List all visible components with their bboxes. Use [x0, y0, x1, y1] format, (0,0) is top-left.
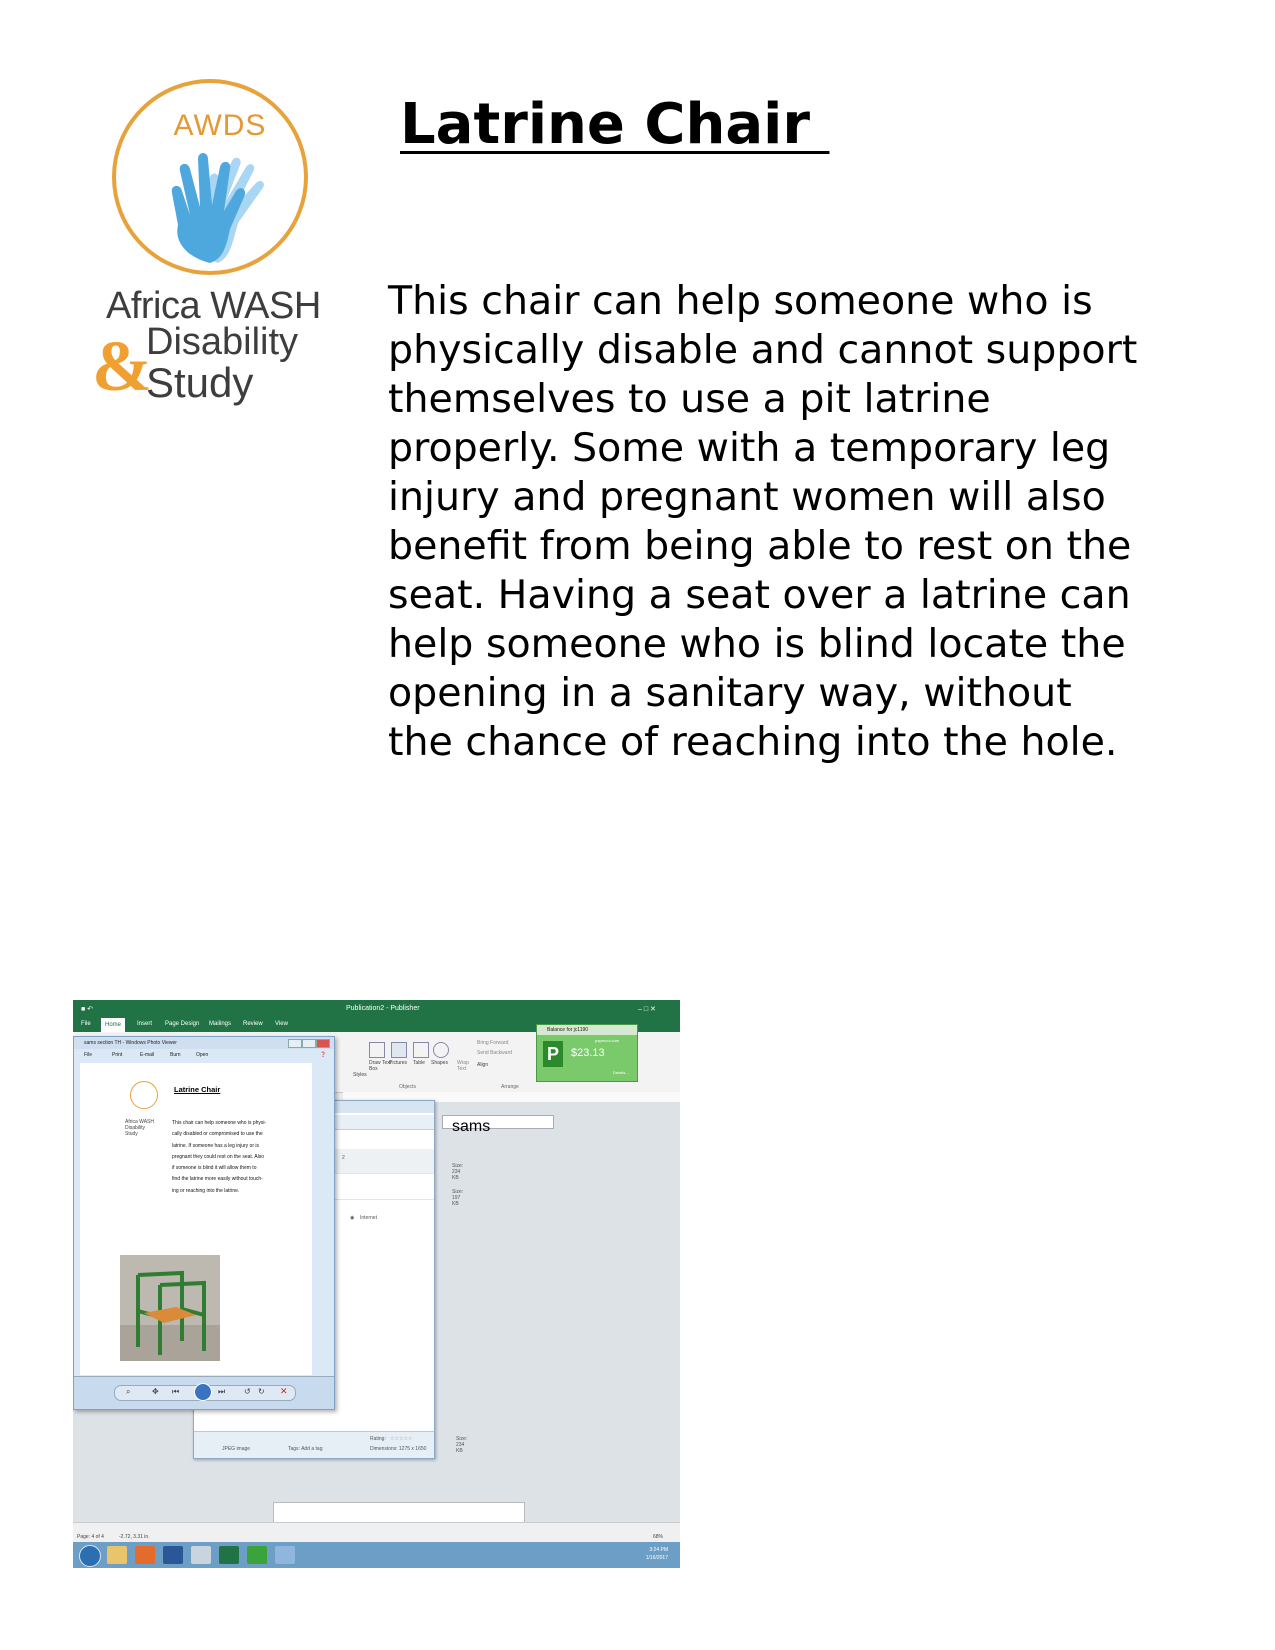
body-line: physically disable and cannot support [388, 327, 1138, 373]
papercut-taskbar-icon[interactable] [247, 1546, 267, 1564]
list-item-size: Size: 234 KB [452, 1163, 464, 1181]
viewer-menu-bar [74, 1050, 334, 1061]
start-button[interactable] [79, 1545, 101, 1567]
papercut-logo-icon: P [543, 1041, 563, 1067]
close-button[interactable] [316, 1039, 330, 1048]
tab-mailings[interactable]: Mailings [209, 1021, 232, 1027]
body-paragraph [388, 277, 1188, 767]
detail-size: Size: 234 KB [456, 1436, 468, 1454]
paint-taskbar-icon[interactable] [191, 1546, 211, 1564]
ribbon-group-objects: Objects [399, 1084, 416, 1090]
photo-viewer-taskbar-icon[interactable] [275, 1546, 295, 1564]
logo-abbreviation: AWDS [173, 109, 267, 142]
rotate-left-icon[interactable]: ↺ [244, 1387, 251, 1396]
detail-type: JPEG image [222, 1446, 251, 1452]
ribbon-styles[interactable]: Styles [353, 1072, 367, 1078]
logo-name-line1: Africa WASH [106, 285, 321, 327]
viewer-window-title: sams section TH - Windows Photo Viewer [84, 1040, 177, 1046]
publisher-titlebar [73, 1000, 680, 1018]
body-line: injury and pregnant women will also [388, 474, 1106, 520]
publisher-window-title: Publication2 - Publisher [346, 1005, 420, 1012]
delete-icon[interactable]: ✕ [280, 1386, 288, 1396]
viewer-image [80, 1063, 312, 1375]
publisher-status-bar [73, 1532, 680, 1542]
publisher-taskbar-icon[interactable] [219, 1546, 239, 1564]
list-item-label: Internet [360, 1215, 377, 1221]
detail-dimensions: Dimensions: 1275 x 1650 [370, 1446, 427, 1452]
explorer-search-value: sams [452, 1118, 491, 1135]
viewer-doc-text [172, 1118, 302, 1197]
viewer-doc-line: cally disabled or compromised to use the [172, 1131, 263, 1138]
body-line: opening in a sanitary way, without [388, 670, 1072, 716]
zoom-icon[interactable]: ⌕ [126, 1387, 131, 1396]
hands-icon [140, 145, 280, 265]
balance-amount: $23.13 [571, 1047, 605, 1059]
latrine-chair-photo [120, 1255, 220, 1361]
list-item-label: 2 [342, 1155, 345, 1161]
maximize-button[interactable] [302, 1039, 316, 1048]
balance-title: Balance for jc1190 [547, 1027, 589, 1033]
tab-file[interactable]: File [81, 1021, 91, 1027]
menu-burn[interactable]: Burn [170, 1052, 181, 1058]
rating-stars-icon[interactable]: ☆☆☆☆☆ [390, 1436, 413, 1442]
awds-logo [90, 75, 350, 415]
pictures-icon[interactable] [391, 1042, 407, 1058]
viewer-control-bar [74, 1376, 334, 1409]
ribbon-draw-text-box[interactable]: Draw Text Box [369, 1060, 392, 1072]
tab-review[interactable]: Review [243, 1021, 263, 1027]
body-line: help someone who is blind locate the [388, 621, 1126, 667]
ribbon-pictures[interactable]: Pictures [389, 1060, 408, 1066]
viewer-doc-line: latrine. If someone has a leg injury or is [172, 1142, 259, 1149]
viewer-doc-line: if someone is blind it will allow them to [172, 1165, 257, 1172]
mini-logo-line1: Africa WASH [125, 1119, 154, 1125]
ribbon-group-arrange: Arrange [501, 1084, 519, 1090]
viewer-doc-line: ing or reaching into the latrine. [172, 1187, 240, 1194]
tab-insert[interactable]: Insert [137, 1021, 153, 1027]
mini-logo-icon [130, 1081, 158, 1109]
papercut-balance-popup [536, 1024, 638, 1082]
viewer-doc-line: pregnant they could rest on the seat. Also [172, 1153, 265, 1160]
list-item-size: Size: 197 KB [452, 1189, 464, 1207]
firefox-taskbar-icon[interactable] [135, 1546, 155, 1564]
next-icon[interactable]: ⏭ [218, 1387, 226, 1396]
photo-viewer-window [73, 1036, 335, 1410]
balance-details-link[interactable]: Details... [613, 1070, 629, 1075]
balance-titlebar [537, 1025, 637, 1035]
balance-domain: papercut.com [595, 1038, 620, 1043]
text-box-icon[interactable] [369, 1042, 385, 1058]
viewer-doc-line: This chair can help someone who is physi- [172, 1120, 267, 1126]
slideshow-button[interactable] [194, 1383, 212, 1401]
viewer-doc-title: Latrine Chair [174, 1085, 221, 1094]
menu-file[interactable]: File [84, 1052, 93, 1058]
body-line: benefit from being able to rest on the [388, 523, 1132, 569]
status-coordinates: -2.72, 3.31 in. [119, 1534, 150, 1540]
mini-logo-text [125, 1119, 154, 1137]
shapes-icon[interactable] [433, 1042, 449, 1058]
help-icon[interactable]: ❓ [320, 1052, 327, 1058]
internet-icon: ◉ [350, 1215, 355, 1221]
body-line: This chair can help someone who is [388, 278, 1093, 324]
clock-date: 1/16/2017 [645, 1555, 668, 1561]
body-line: the chance of reaching into the hole. [388, 719, 1118, 765]
previous-icon[interactable]: ⏮ [172, 1387, 180, 1396]
viewer-titlebar [74, 1037, 334, 1049]
window-controls-icon[interactable]: – □ ✕ [638, 1006, 656, 1013]
tab-view[interactable]: View [275, 1021, 288, 1027]
ribbon-table[interactable]: Table [413, 1060, 425, 1066]
detail-tags[interactable]: Tags: Add a tag [288, 1446, 323, 1452]
save-icon[interactable]: ■ ↶ [81, 1006, 94, 1013]
word-taskbar-icon[interactable] [163, 1546, 183, 1564]
ribbon-wrap-text[interactable]: Wrap Text [457, 1060, 469, 1072]
ribbon-shapes[interactable]: Shapes [431, 1060, 448, 1066]
body-line: seat. Having a seat over a latrine can [388, 572, 1131, 618]
explorer-taskbar-icon[interactable] [107, 1546, 127, 1564]
taskbar-clock[interactable] [646, 1546, 668, 1562]
status-page[interactable]: Page: 4 of 4 [77, 1534, 104, 1540]
minimize-button[interactable] [288, 1039, 302, 1048]
ribbon-bring-forward[interactable]: Bring Forward [477, 1040, 509, 1046]
tab-home[interactable]: Home [101, 1018, 125, 1032]
rotate-right-icon[interactable]: ↻ [258, 1387, 265, 1396]
table-icon[interactable] [413, 1042, 429, 1058]
ribbon-align[interactable]: Align [477, 1062, 489, 1068]
menu-open[interactable]: Open [196, 1052, 209, 1058]
windows-taskbar [73, 1542, 680, 1568]
viewer-doc-line: find the latrine more easily without touch- [172, 1176, 263, 1183]
ribbon-send-backward[interactable]: Send Backward [477, 1050, 513, 1056]
logo-ampersand: & [92, 326, 152, 406]
clock-time: 3:24 PM [649, 1547, 668, 1553]
menu-email[interactable]: E-mail [140, 1052, 155, 1058]
mini-logo-line2: Disability [125, 1125, 146, 1131]
logo-name-line3: Study [146, 359, 254, 406]
detail-rating: Rating: [370, 1436, 386, 1442]
embedded-screenshot [73, 1000, 680, 1568]
logo-name-line2: Disability [146, 321, 299, 363]
status-zoom[interactable]: 68% [653, 1534, 664, 1540]
explorer-details-pane [194, 1431, 468, 1458]
actual-size-icon[interactable]: ✥ [152, 1387, 159, 1396]
menu-print[interactable]: Print [112, 1052, 123, 1058]
tab-page-design[interactable]: Page Design [165, 1021, 200, 1027]
body-line: themselves to use a pit latrine [388, 376, 991, 422]
page-title: Latrine Chair [400, 92, 830, 157]
body-line: properly. Some with a temporary leg [388, 425, 1111, 471]
mini-logo-line3: Study [125, 1131, 138, 1137]
